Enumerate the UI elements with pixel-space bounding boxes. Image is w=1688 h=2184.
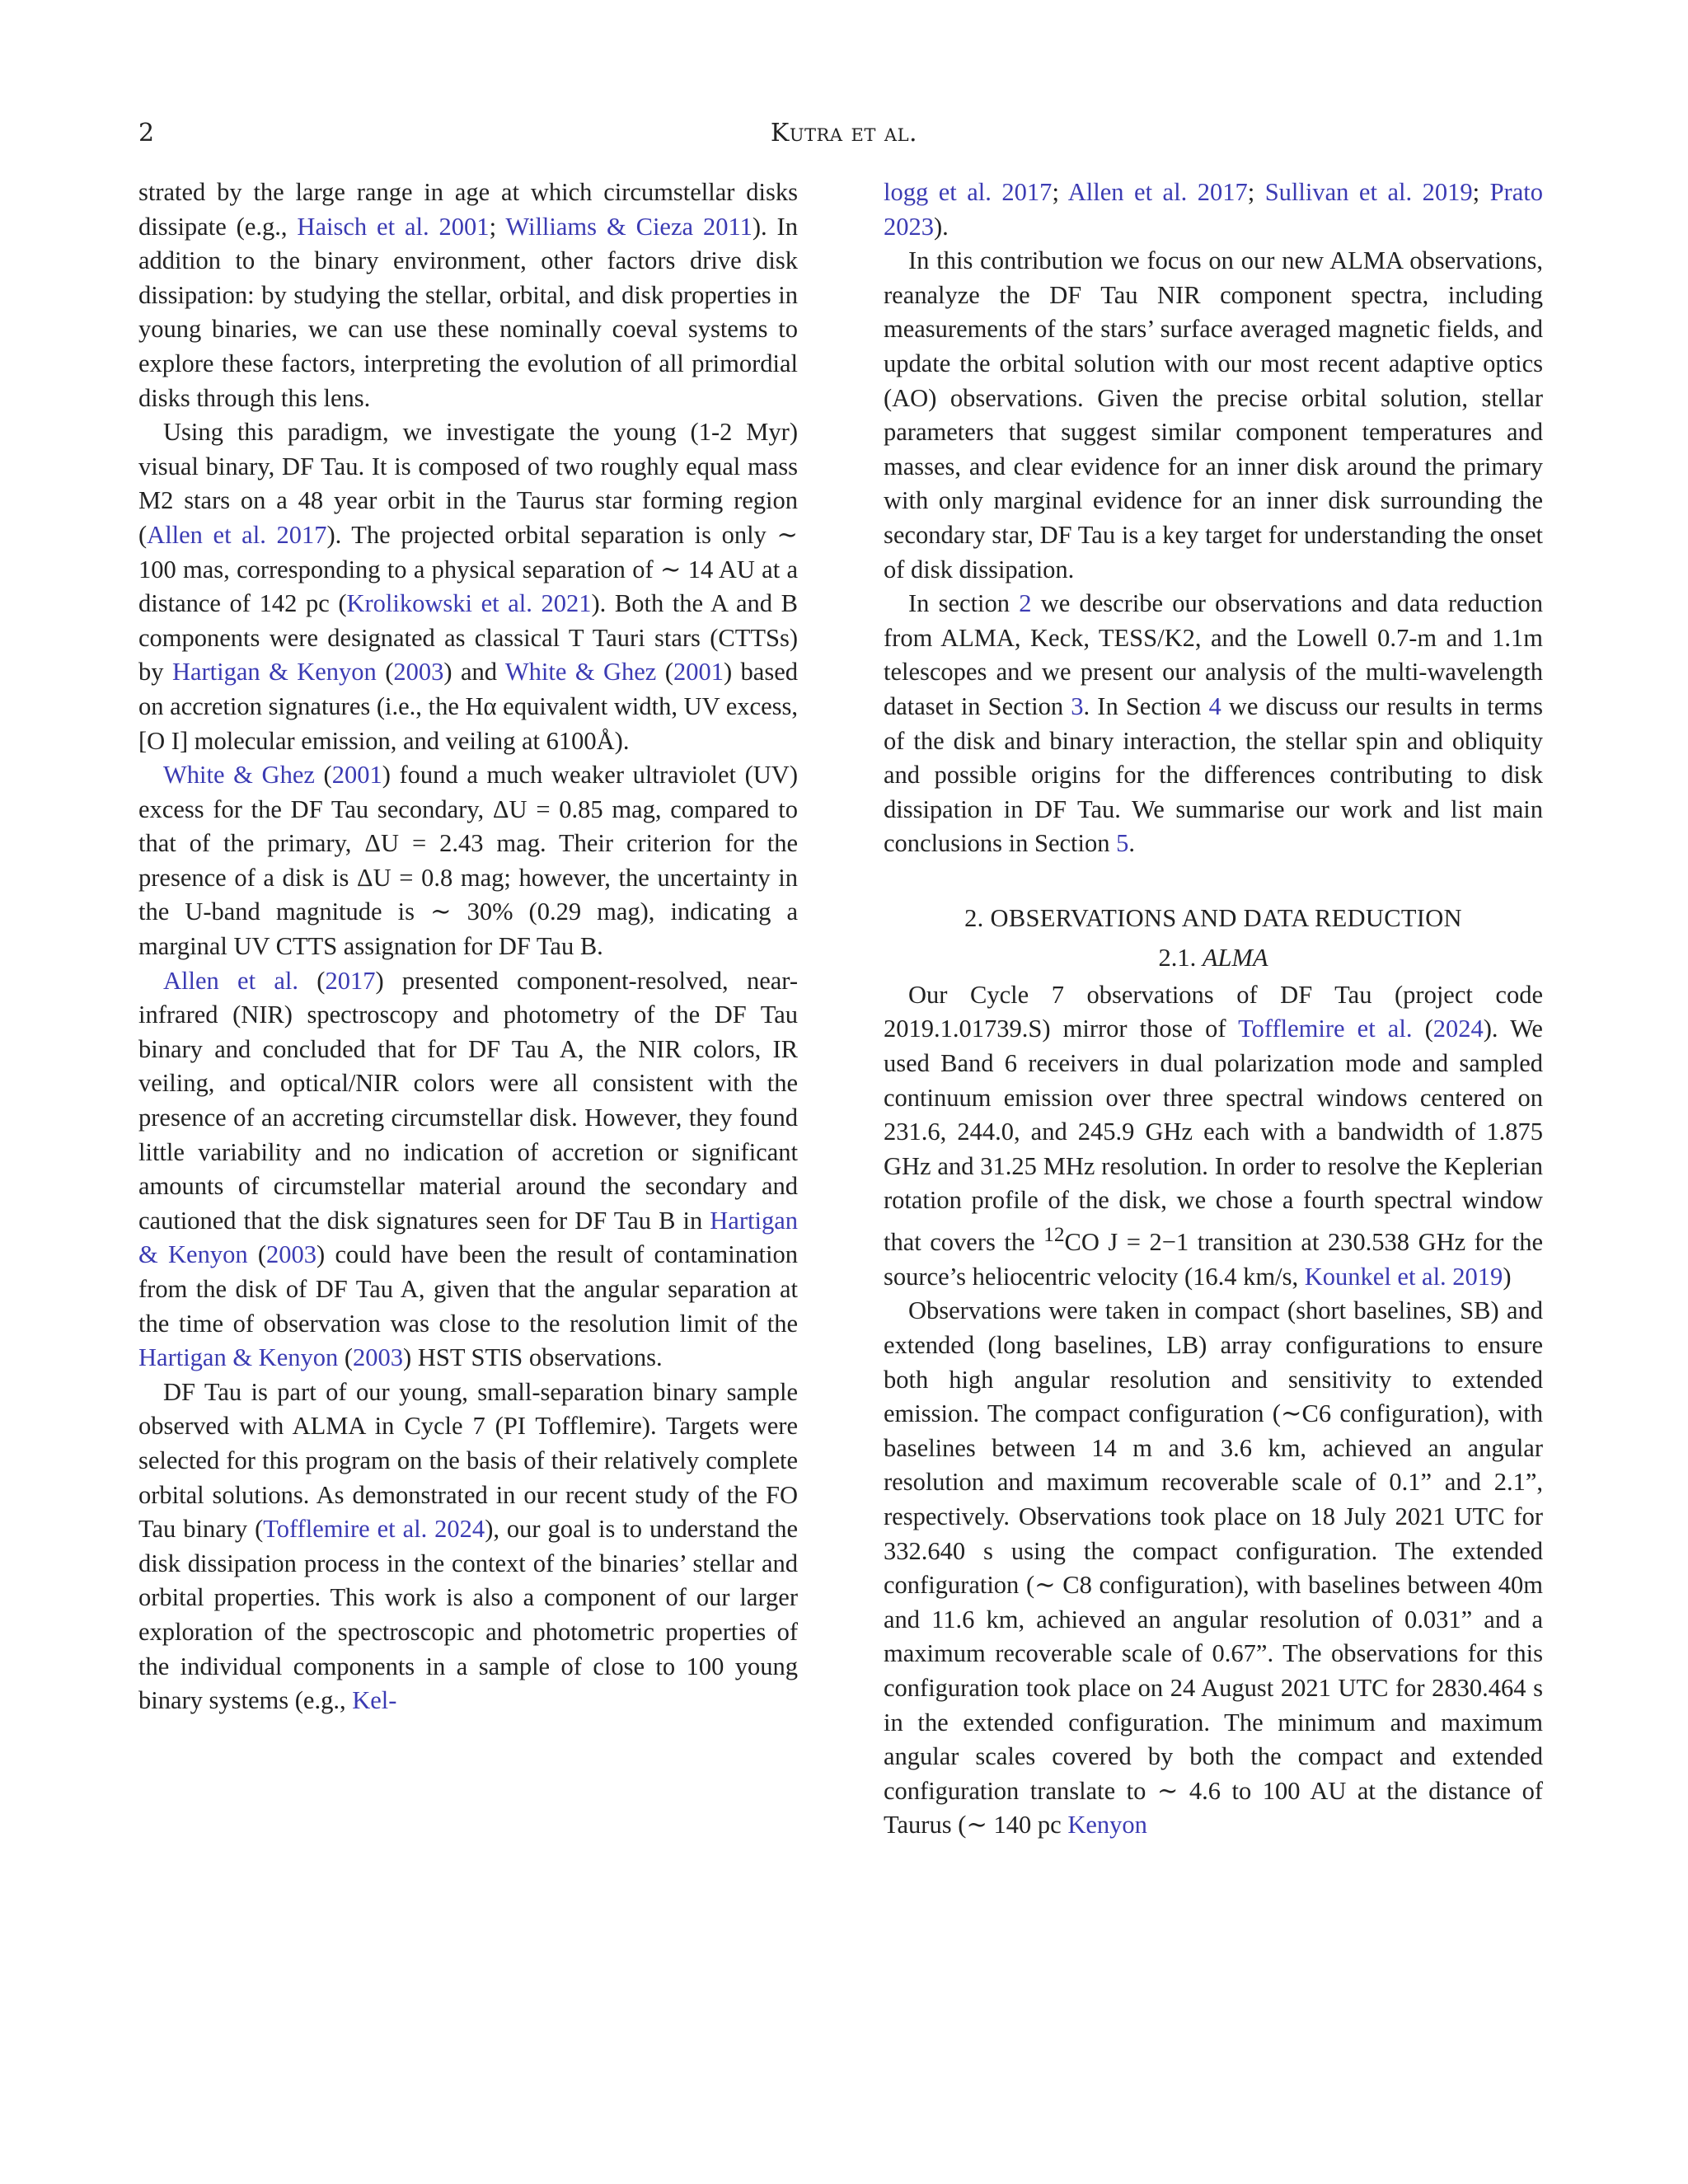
citation-link[interactable]: logg et al. 2017 (884, 178, 1053, 206)
subsection-title: ALMA (1202, 943, 1268, 972)
citation-link[interactable]: Allen et al. (163, 966, 298, 995)
left-column (138, 176, 798, 1718)
running-head-text: Kutra et al. (770, 119, 918, 148)
citation-link[interactable]: Allen et al. 2017 (1067, 178, 1248, 206)
citation-year-link[interactable]: 2003 (266, 1240, 317, 1269)
citation-link[interactable]: White & Ghez (504, 658, 657, 687)
citation-link[interactable]: Allen et al. 2017 (147, 520, 327, 549)
paragraph-contribution: In this contribution we focus on our new ALMA observations, reanalyze the DF Tau NIR component spectra, including measurements of the stars’ surface averaged magnetic fields, and update the orbital solution with our most recent adaptive optics (AO) observations. Given the precise orbital solution, stellar parameters that suggest similar component temperatures and masses, and clear evidence for an inner disk around the primary with only marginal evidence for an inner disk surrounding the secondary star, DF Tau is a key target for understanding the onset of disk dissipation. (884, 246, 1543, 583)
citation-year-link[interactable]: 2001 (673, 658, 724, 687)
section-ref-link[interactable]: 5 (1116, 829, 1129, 858)
paragraph-intro-continued: strated by the large range in age at which circumstellar disks dissipate (e.g., Haisch et al. 2001; Williams & Cieza 2011). In addition to the binary environment, other factors drive disk dissipation: by studying the stellar, orbital, and disk properties in young binaries, we can use these nominally coeval systems to explore these factors, interpreting the evolution of all primordial disks through this lens. (138, 178, 798, 412)
page-number: 2 (138, 119, 155, 148)
citation-link[interactable]: Haisch et al. 2001 (297, 212, 490, 241)
citation-link[interactable]: Prato 2023 (884, 178, 1543, 241)
citation-year-link[interactable]: 2024 (1432, 1015, 1484, 1043)
citation-year-link[interactable]: 2003 (393, 658, 444, 687)
section-ref-link[interactable]: 4 (1208, 691, 1221, 720)
citation-link[interactable]: Kenyon (1067, 1811, 1147, 1840)
paragraph-df-tau-intro: Using this paradigm, we investigate the young (1-2 Myr) visual binary, DF Tau. It is composed of two roughly equal mass M2 stars on a 48 year orbit in the Taurus star forming region (Allen et al. 2017). The projected orbital separation is only ∼ 100 mas, corresponding to a physical separation of ∼ 14 AU at a distance of 142 pc (Krolikowski et al. 2021). Both the A and B components were designated as classical T Tauri stars (CTTSs) by Hartigan & Kenyon (2003) and White & Ghez (2001) based on accretion signatures (i.e., the Hα equivalent width, UV excess, [O I] molecular emission, and veiling at 6100Å). (138, 418, 798, 755)
subsection-number: 2.1. (1158, 943, 1197, 972)
paragraph-alma-observations: Our Cycle 7 observations of DF Tau (project code 2019.1.01739.S) mirror those of Tofflemire et al. (2024). We used Band 6 receivers in dual polarization mode and sampled continuum emission over three spectral windows centered on 231.6, 244.0, and 245.9 GHz each with a bandwidth of 1.875 GHz and 31.25 MHz resolution. In order to resolve the Keplerian rotation profile of the disk, we chose a fourth spectral window that covers the $^{12}$CO J = 2−1 transition at 230.538 GHz for the source’s heliocentric velocity (16.4 km/s, Kounkel et al. 2019) (884, 980, 1543, 1291)
running-head (138, 115, 1550, 152)
citation-year-link[interactable]: 2017 (325, 966, 376, 995)
paragraph-configurations: Observations were taken in compact (short baselines, SB) and extended (long baselines, LB) array configurations to ensure both high angular resolution and sensitivity to extended emission. The compact configuration (∼C6 configuration), with baselines between 14 m and 3.6 km, achieved an angular resolution and maximum recoverable scale of 0.1” and 2.1”, respectively. Observations took place on 18 July 2021 UTC for 332.640 s using the compact configuration. The extended configuration (∼ C8 configuration), with baselines between 40m and 11.6 km, achieved an angular resolution of 0.031” and a maximum recoverable scale of 0.67”. The observations for this configuration took place on 24 August 2021 UTC for 2830.464 s in the extended configuration. The minimum and maximum angular scales covered by both the compact and extended configuration translate to ∼ 4.6 to 100 AU at the distance of Taurus (∼ 140 pc Kenyon (884, 1296, 1543, 1840)
citation-link[interactable]: Sullivan et al. 2019 (1264, 178, 1473, 206)
paragraph-outline: In section 2 we describe our observations and data reduction from ALMA, Keck, TESS/K2, and the Lowell 0.7-m and 1.1m telescopes and we present our analysis of the multi-wavelength dataset in Section 3. In Section 4 we discuss our results in terms of the disk and binary interaction, the stellar spin and obliquity and possible origins for the differences contributing to disk dissipation in DF Tau. We summarise our work and list main conclusions in Section 5. (884, 589, 1543, 858)
citation-link[interactable]: Hartigan & Kenyon (138, 1343, 339, 1372)
citation-link[interactable]: Kounkel et al. 2019 (1304, 1262, 1503, 1291)
citation-link[interactable]: White & Ghez (163, 761, 315, 790)
paragraph-uv-excess: White & Ghez (2001) found a much weaker ultraviolet (UV) excess for the DF Tau secondary, ΔU = 0.85 mag, compared to that of the primary, ΔU = 2.43 mag. Their criterion for the presence of a disk is ΔU = 0.8 mag; however, the uncertainty in the U-band magnitude is ∼ 30% (0.29 mag), indicating a marginal UV CTTS assignation for DF Tau B. (138, 761, 798, 961)
citation-link[interactable]: Hartigan & Kenyon (138, 1206, 798, 1269)
citation-link[interactable]: Williams & Cieza 2011 (505, 212, 753, 241)
paragraph-citations-continued: logg et al. 2017; Allen et al. 2017; Sullivan et al. 2019; Prato 2023). (884, 178, 1543, 241)
superscript: 12 (1043, 1223, 1065, 1247)
citation-year-link[interactable]: 2001 (331, 761, 382, 790)
citation-link[interactable]: Hartigan & Kenyon (171, 658, 377, 687)
citation-year-link[interactable]: 2003 (353, 1343, 404, 1372)
page-header (138, 115, 1550, 157)
section-ref-link[interactable]: 2 (1019, 589, 1032, 618)
subsection-heading (884, 940, 1543, 975)
citation-link[interactable]: Kel- (352, 1686, 397, 1715)
citation-link[interactable]: Krolikowski et al. 2021 (346, 589, 592, 618)
paragraph-alma-sample: DF Tau is part of our young, small-separation binary sample observed with ALMA in Cycle 7 (PI Tofflemire). Targets were selected for this program on the basis of their relatively complete orbital solutions. As demonstrated in our recent study of the FO Tau binary (Tofflemire et al. 2024), our goal is to understand the disk dissipation process in the context of the binaries’ stellar and orbital properties. This work is also a component of our larger exploration of the spectroscopic and photometric properties of the individual components in a sample of close to 100 young binary systems (e.g., Kel- (138, 1377, 798, 1715)
paragraph-nir-spectroscopy: Allen et al. (2017) presented component-resolved, near-infrared (NIR) spectroscopy and photometry of the DF Tau binary and concluded that for DF Tau A, the NIR colors, IR veiling, and optical/NIR colors were all consistent with the presence of an accreting circumstellar disk. However, they found little variability and no indication of accretion or significant amounts of circumstellar material around the secondary and cautioned that the disk signatures seen for DF Tau B in Hartigan & Kenyon (2003) could have been the result of contamination from the disk of DF Tau A, given that the angular separation at the time of observation was close to the resolution limit of the Hartigan & Kenyon (2003) HST STIS observations. (138, 966, 798, 1372)
section-ref-link[interactable]: 3 (1071, 691, 1084, 720)
right-column (884, 176, 1543, 1843)
section-heading: 2. OBSERVATIONS AND DATA REDUCTION (964, 903, 1462, 932)
citation-link[interactable]: Tofflemire et al. 2024 (263, 1515, 485, 1544)
citation-link[interactable]: Tofflemire et al. (1238, 1015, 1413, 1043)
